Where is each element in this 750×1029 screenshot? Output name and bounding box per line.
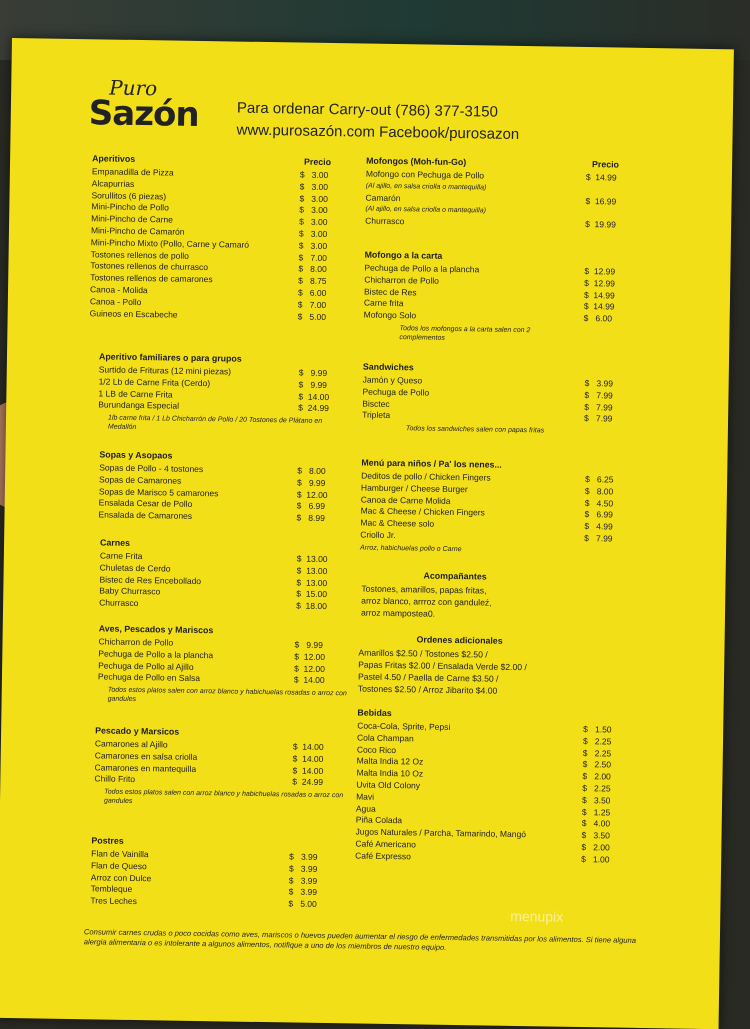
item-name: Hamburger / Cheese Burger bbox=[360, 482, 468, 495]
item-name: Jugos Naturales / Parcha, Tamarindo, Mangó bbox=[355, 826, 527, 840]
item-price: $ 12.99 bbox=[584, 277, 616, 289]
section-title: Mofongos (Moh-fun-Go) bbox=[366, 155, 467, 168]
logo-sazon: Sazón bbox=[88, 93, 199, 135]
item-name: Jamón y Queso bbox=[362, 374, 423, 386]
item-name: Flan de Vainilla bbox=[91, 848, 149, 860]
section-ordenes bbox=[358, 634, 649, 700]
item-name: Chicharron de Pollo bbox=[98, 636, 174, 648]
item-price: $ 14.00 bbox=[292, 741, 324, 752]
section-title: Aperitivo familiares o para grupos bbox=[98, 351, 242, 364]
item-price: $ 8.99 bbox=[296, 512, 325, 524]
item-name: Malta India 12 Oz bbox=[356, 755, 424, 767]
item-name: Tripleta bbox=[362, 409, 391, 421]
item-name: (Al ajillo, en salsa criolla o mantequilla) bbox=[365, 205, 487, 215]
item-price: $ 18.00 bbox=[296, 600, 327, 612]
item-price: $ 16.99 bbox=[585, 195, 617, 207]
menu-item bbox=[90, 896, 340, 912]
section-carnes bbox=[99, 537, 350, 613]
item-price: $ 14.99 bbox=[583, 301, 615, 312]
item-price: $ 19.99 bbox=[585, 219, 616, 230]
item-name: Deditos de pollo / Chicken Fingers bbox=[361, 470, 491, 483]
item-price: $ 3.50 bbox=[582, 794, 611, 806]
website-facebook: www.purosazón.com Facebook/purosazon bbox=[236, 121, 520, 143]
item-name: Café Americano bbox=[355, 838, 416, 850]
item-price: $ 2.00 bbox=[582, 771, 611, 782]
item-price: $ 12.00 bbox=[294, 651, 326, 662]
item-price: $ 3.00 bbox=[299, 181, 329, 192]
item-price: $ 3.99 bbox=[584, 378, 614, 389]
item-price: $ 12.99 bbox=[584, 266, 616, 277]
item-price: $ 14.00 bbox=[292, 753, 324, 764]
item-name: Mac & Cheese solo bbox=[360, 517, 435, 529]
item-price: $ 15.00 bbox=[296, 588, 328, 600]
item-name: Mofongo Solo bbox=[363, 309, 417, 321]
item-price: $ 5.00 bbox=[297, 311, 327, 322]
ordenes-line: Papas Fritas $2.00 / Ensalada Verde $2.00 / bbox=[358, 659, 527, 673]
item-name: Bistec de Res Encebollado bbox=[99, 574, 202, 586]
item-price: $ 6.99 bbox=[584, 509, 614, 520]
item-name: Cola Champan bbox=[356, 732, 414, 744]
section-title: Sandwiches bbox=[362, 361, 414, 373]
item-price: $ 24.99 bbox=[292, 776, 324, 788]
section-title: Aves, Pescados y Mariscos bbox=[98, 623, 214, 636]
item-name: Café Expresso bbox=[355, 850, 412, 862]
menu-sheet bbox=[0, 38, 734, 1029]
item-price: $ 4.00 bbox=[581, 818, 611, 829]
section-note: Todos estos platos salen con arroz blanco y habichuelas rosadas o arroz con gandules bbox=[107, 686, 347, 704]
menu-item bbox=[98, 672, 348, 688]
section-aperitivos bbox=[90, 153, 353, 323]
item-name: Ensalada de Camarones bbox=[98, 509, 193, 522]
item-price: $ 6.00 bbox=[297, 287, 327, 298]
item-price: $ 7.99 bbox=[584, 413, 613, 424]
item-name: Tembleque bbox=[90, 883, 133, 895]
item-name: Mini-Pincho Mixto (Pollo, Carne y Camaró bbox=[90, 237, 250, 250]
item-name: Arroz con Dulce bbox=[90, 871, 152, 883]
acompanantes-line: Tostones, amarillos, papas fritas, bbox=[361, 583, 487, 596]
section-title: Postres bbox=[91, 835, 124, 846]
food-safety-disclaimer: Consumir carnes crudas o poco cocidas como aves, mariscos o huevos pueden aumentar el riesgo de enfermedades transmitidas por los alimentos. Si tiene alguna alergia alimentaria o es intolerante a algunos alimentos, notifique a uno de los miembros de nuestro equipo. bbox=[83, 927, 637, 952]
item-name: Guineos en Escabeche bbox=[89, 307, 178, 320]
item-name: Criollo Jr. bbox=[360, 529, 396, 541]
watermark: menupix bbox=[510, 907, 564, 925]
item-name: Chillo Frito bbox=[94, 773, 136, 785]
section-note: Todos los sandwiches salen con papas fritas bbox=[405, 425, 545, 435]
item-name: Pechuga de Pollo en Salsa bbox=[97, 671, 201, 684]
item-name: Carne frita bbox=[363, 297, 404, 309]
item-name: Tostones rellenos de churrasco bbox=[90, 260, 209, 273]
section-mofongos bbox=[365, 156, 636, 232]
item-price: $ 7.99 bbox=[584, 533, 613, 544]
section-note: Arroz, habichuelas pollo o Carne bbox=[359, 544, 462, 553]
item-price: $ 6.25 bbox=[585, 474, 614, 485]
item-name: Camarones en salsa criolla bbox=[94, 750, 198, 762]
section-mofongo-carta bbox=[363, 250, 634, 346]
item-price: $ 7.99 bbox=[584, 389, 613, 401]
item-name: Coca-Cola, Sprite, Pepsi bbox=[357, 720, 451, 732]
item-name: Tostones rellenos de camarones bbox=[90, 272, 213, 285]
menu-item bbox=[98, 400, 348, 416]
section-title: Sopas y Asopaos bbox=[99, 449, 173, 461]
ordenes-line: Amarillos $2.50 / Tostones $2.50 / bbox=[358, 647, 488, 660]
item-price: $ 24.99 bbox=[298, 402, 330, 414]
item-price: $ 3.00 bbox=[299, 193, 328, 204]
item-price: $ 14.99 bbox=[585, 172, 617, 183]
item-price: $ 3.99 bbox=[289, 851, 318, 862]
item-price: $ 9.99 bbox=[298, 367, 328, 378]
item-price: $ 3.99 bbox=[288, 886, 318, 898]
section-title: Mofongo a la carta bbox=[364, 249, 443, 261]
price-header: Precio bbox=[592, 159, 620, 170]
item-price: $ 8.00 bbox=[584, 485, 614, 497]
item-name: Baby Churrasco bbox=[99, 585, 161, 597]
section-sopas bbox=[98, 449, 349, 525]
item-price: $ 3.50 bbox=[581, 830, 610, 841]
section-title: Acompañantes bbox=[423, 570, 487, 582]
item-price: $ 3.00 bbox=[299, 204, 328, 216]
puro-sazon-logo bbox=[88, 75, 229, 139]
item-price: $ 12.00 bbox=[296, 489, 328, 500]
section-acompanantes bbox=[361, 570, 632, 623]
item-name: Sopas de Marisco 5 camarones bbox=[98, 486, 219, 498]
item-price: $ 3.00 bbox=[298, 240, 328, 251]
item-name: Canoa - Molida bbox=[89, 284, 148, 296]
item-name: Camarones en mantequilla bbox=[94, 761, 197, 774]
logo-puro: Puro bbox=[109, 75, 158, 101]
item-price: $ 6.00 bbox=[583, 313, 613, 324]
item-name: Tostones rellenos de pollo bbox=[90, 248, 189, 261]
item-price: $ 8.75 bbox=[298, 275, 327, 287]
item-price: $ 1.00 bbox=[581, 853, 610, 865]
item-name: Churrasco bbox=[99, 597, 139, 609]
item-price: $ 9.99 bbox=[294, 639, 323, 650]
item-name: Empanadilla de Pizza bbox=[91, 166, 174, 178]
item-name: Flan de Queso bbox=[90, 860, 147, 872]
carry-out-phone: Para ordenar Carry-out (786) 377-3150 bbox=[236, 99, 499, 121]
item-name: Carne Frita bbox=[99, 550, 143, 562]
item-name: Camarón bbox=[365, 192, 401, 203]
section-pescado bbox=[94, 725, 345, 809]
item-price: $ 7.99 bbox=[584, 401, 613, 413]
menu-item bbox=[99, 598, 349, 614]
section-aves bbox=[98, 623, 349, 707]
item-name: Agua bbox=[355, 803, 376, 814]
item-price: $ 12.00 bbox=[294, 663, 325, 674]
item-name: Pechuga de Pollo bbox=[362, 386, 430, 398]
item-price: $ 14.00 bbox=[293, 674, 325, 686]
item-price: $ 7.00 bbox=[298, 252, 328, 263]
item-price: $ 13.00 bbox=[296, 577, 328, 588]
item-price: $ 14.00 bbox=[298, 391, 330, 402]
item-name: Canoa de Carne Molida bbox=[360, 494, 451, 506]
item-name: Chicharron de Pollo bbox=[364, 274, 439, 286]
item-name: Churrasco bbox=[365, 215, 405, 227]
item-name: Pechuga de Pollo a la plancha bbox=[98, 648, 214, 661]
menu-item bbox=[98, 510, 348, 526]
ordenes-line: Tostones $2.50 / Arroz Jibarito $4.00 bbox=[357, 683, 498, 696]
item-price: $ 2.25 bbox=[582, 747, 612, 759]
item-price: $ 2.00 bbox=[581, 842, 610, 853]
section-sandwiches bbox=[362, 362, 633, 437]
item-price: $ 8.00 bbox=[297, 465, 326, 476]
menu-item bbox=[94, 774, 344, 790]
item-name: (Al ajillo, en salsa criolla o mantequilla) bbox=[365, 182, 487, 192]
item-name: Pechuga de Pollo al Ajillo bbox=[98, 660, 194, 672]
item-price: $ 9.99 bbox=[296, 477, 326, 488]
item-name: Sopas de Camarones bbox=[99, 474, 182, 486]
item-price: $ 3.00 bbox=[299, 169, 329, 180]
item-name: Bistec de Res bbox=[363, 286, 417, 297]
item-price: $ 8.00 bbox=[298, 263, 327, 275]
section-postres bbox=[90, 835, 341, 911]
item-name: Canoa - Pollo bbox=[89, 296, 142, 307]
item-name: Pechuga de Pollo a la plancha bbox=[364, 262, 480, 275]
item-price: $ 3.99 bbox=[288, 875, 318, 886]
item-price: $ 6.99 bbox=[296, 500, 326, 512]
item-price: $ 3.99 bbox=[288, 863, 318, 874]
item-name: Piña Colada bbox=[355, 814, 403, 826]
item-name: Uvita Old Colony bbox=[356, 779, 421, 791]
item-name: Mac & Cheese / Chicken Fingers bbox=[360, 505, 485, 518]
item-price: $ 3.00 bbox=[298, 228, 328, 239]
item-price: $ 13.00 bbox=[296, 553, 328, 565]
item-name: Surtido de Frituras (12 mini piezas) bbox=[98, 364, 232, 377]
section-note: Todos los mofongos a la carta salen con 2 complementos bbox=[399, 325, 531, 342]
item-price: $ 2.25 bbox=[582, 735, 612, 747]
ordenes-line: Pastel 4.50 / Paella de Carne $3.50 / bbox=[357, 671, 499, 684]
item-name: Ensalada Cesar de Pollo bbox=[98, 497, 193, 510]
item-name: Mini-Pincho de Pollo bbox=[91, 201, 169, 213]
item-price: $ 13.00 bbox=[296, 565, 328, 576]
item-price: $ 7.00 bbox=[297, 299, 327, 310]
item-name: Sopas de Pollo - 4 tostones bbox=[99, 462, 204, 475]
item-name: 1/2 Lb de Carne Frita (Cerdo) bbox=[98, 376, 211, 388]
item-price: $ 5.00 bbox=[288, 898, 317, 910]
section-title: Ordenes adicionales bbox=[416, 634, 503, 646]
item-name: Mini-Pincho de Carne bbox=[91, 213, 173, 225]
item-price: $ 14.00 bbox=[292, 765, 324, 776]
item-name: 1 LB de Carne Frita bbox=[98, 387, 173, 400]
section-title: Menú para niños / Pa' los nenes... bbox=[361, 457, 502, 470]
item-price: $ 3.00 bbox=[299, 216, 328, 228]
item-price: $ 9.99 bbox=[298, 379, 328, 390]
item-price: $ 1.50 bbox=[583, 724, 612, 735]
item-price: $ 2.25 bbox=[582, 783, 611, 794]
item-name: Alcapurrias bbox=[91, 178, 135, 189]
item-name: Bisctec bbox=[362, 398, 390, 409]
item-name: Mini-Pincho de Camarón bbox=[90, 225, 185, 237]
section-ninos bbox=[360, 458, 631, 557]
price-header: Precio bbox=[304, 156, 332, 168]
section-familiares bbox=[98, 351, 349, 435]
section-title: Pescado y Marsicos bbox=[95, 725, 180, 737]
item-price: $ 4.50 bbox=[584, 497, 614, 509]
item-name: Malta India 10 Oz bbox=[356, 767, 424, 779]
section-note: 1lb carne frita / 1 Lb Chicharrón de Pollo / 20 Tostones de Plátano en Medallón bbox=[107, 414, 323, 432]
item-price: $ 4.99 bbox=[584, 521, 613, 532]
item-price: $ 14.99 bbox=[583, 289, 615, 301]
item-price: $ 1.25 bbox=[581, 806, 611, 818]
section-title: Aperitivos bbox=[92, 153, 136, 164]
item-name: Tres Leches bbox=[90, 895, 138, 907]
item-name: Mofongo con Pechuga de Pollo bbox=[365, 168, 485, 181]
item-name: Camarones al Ajillo bbox=[94, 738, 168, 750]
section-title: Carnes bbox=[100, 537, 130, 548]
item-price: $ 2.50 bbox=[582, 759, 612, 770]
acompanantes-line: arroz mampostea0. bbox=[360, 607, 436, 619]
section-note: Todos estos platos salen con arroz blanco y habichuelas rosadas o arroz con gandules bbox=[103, 788, 344, 806]
item-name: Sorullitos (6 piezas) bbox=[91, 189, 167, 202]
section-title: Bebidas bbox=[357, 707, 392, 719]
item-name: Burundanga Especial bbox=[98, 399, 180, 412]
item-name: Chuletas de Cerdo bbox=[99, 562, 171, 574]
item-name: Coco Rico bbox=[356, 744, 397, 755]
item-name: Mavi bbox=[356, 791, 375, 802]
acompanantes-line: arroz blanco, arrroz con ganduleź, bbox=[361, 595, 492, 608]
section-bebidas bbox=[355, 708, 647, 867]
